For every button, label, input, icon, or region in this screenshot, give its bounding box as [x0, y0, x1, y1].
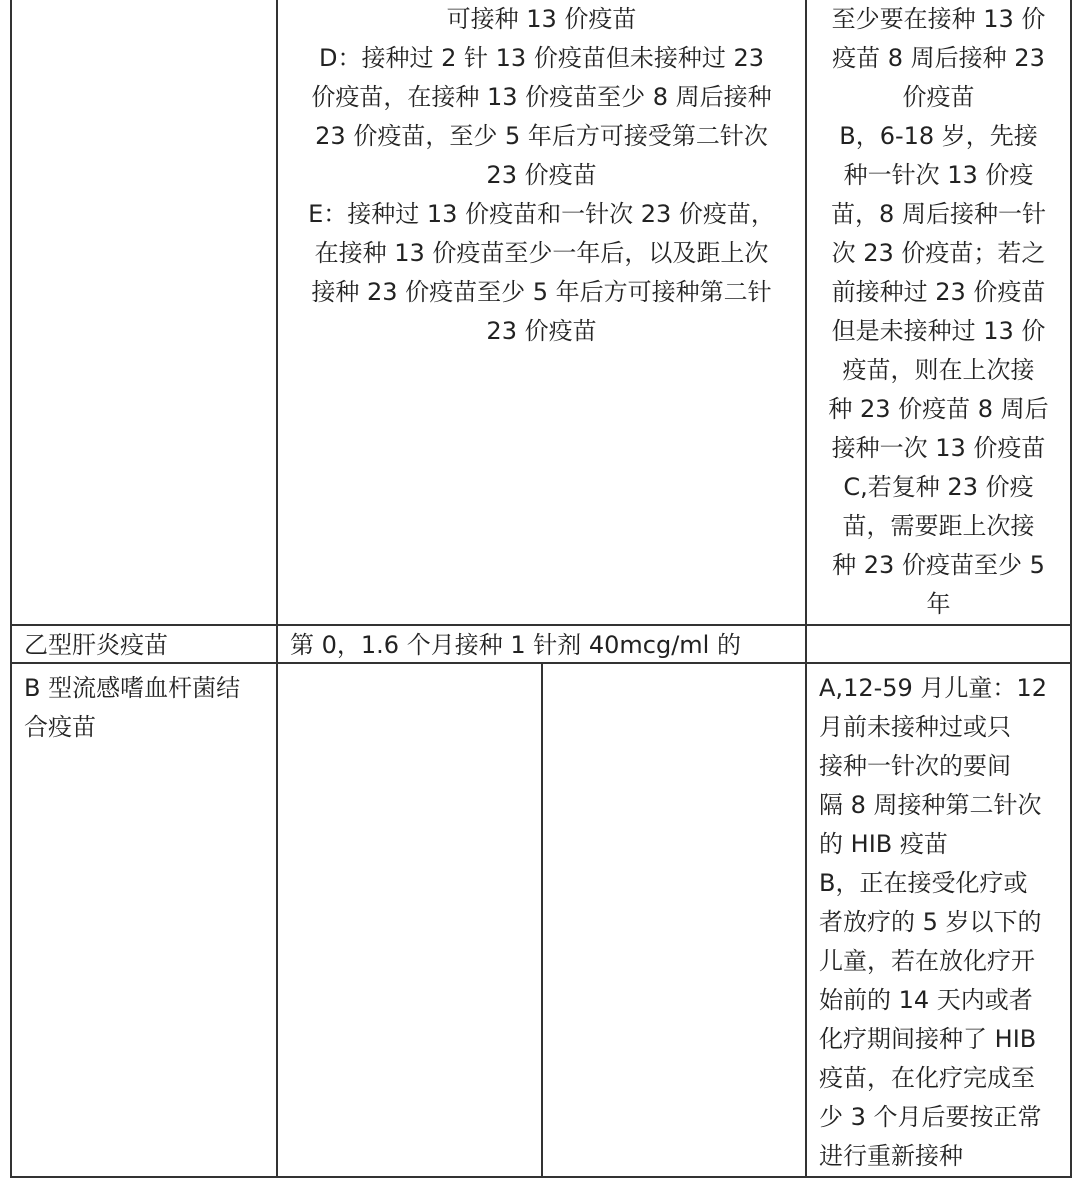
remark-line: 种 23 价疫苗 8 周后: [828, 395, 1049, 423]
schedule-line: E：接种过 13 价疫苗和一针次 23 价疫苗，: [308, 200, 775, 228]
remark-line: 疫苗 8 周后接种 23: [832, 44, 1045, 72]
remark-line: 进行重新接种: [819, 1142, 964, 1170]
remark-line: 至少要在接种 13 价: [831, 5, 1046, 33]
schedule-line: 23 价疫苗: [486, 317, 597, 345]
remark-line: C,若复种 23 价疫: [843, 473, 1034, 501]
empty-cell: [277, 663, 542, 1177]
remark-line: 接种一次 13 价疫苗: [831, 434, 1046, 462]
remark-line: 苗，需要距上次接: [842, 512, 1035, 540]
table-row-hepatitis-b: [11, 625, 1071, 663]
remark-line: A,12-59 月儿童：12: [819, 674, 1047, 702]
vaccine-name-cell: [11, 663, 277, 1177]
schedule-line: 23 价疫苗，至少 5 年后方可接受第二针次: [315, 122, 768, 150]
remark-line: 隔 8 周接种第二针次: [819, 791, 1042, 819]
schedule-line: 在接种 13 价疫苗至少一年后，以及距上次: [314, 239, 769, 267]
remark-line: 苗，8 周后接种一针: [831, 200, 1046, 228]
remark-line: 者放疗的 5 岁以下的: [819, 908, 1042, 936]
remark-line: 种一针次 13 价疫: [843, 161, 1034, 189]
remark-line: 疫苗，在化疗完成至: [819, 1064, 1036, 1092]
schedule-cell: [277, 0, 806, 625]
remark-line: 少 3 个月后要按正常: [819, 1103, 1042, 1131]
remark-line: B，6-18 岁，先接: [839, 122, 1038, 150]
remark-line: 疫苗，则在上次接: [842, 356, 1035, 384]
remark-line: 的 HIB 疫苗: [819, 830, 948, 858]
remark-line: 始前的 14 天内或者: [819, 986, 1033, 1014]
vaccine-name-line: 合疫苗: [24, 713, 96, 741]
remark-cell: [806, 625, 1071, 663]
remark-line: 前接种过 23 价疫苗: [831, 278, 1046, 306]
remark-line: 儿童，若在放化疗开: [819, 947, 1036, 975]
empty-cell: [542, 663, 806, 1177]
schedule-line: 23 价疫苗: [486, 161, 597, 189]
schedule-line: 可接种 13 价疫苗: [446, 5, 637, 33]
vaccine-schedule-table: [10, 0, 1072, 1178]
remark-cell: [806, 0, 1071, 625]
remark-line: 化疗期间接种了 HIB: [819, 1025, 1037, 1053]
vaccine-name-cell: 乙型肝炎疫苗: [11, 625, 277, 663]
table-row-continued: [11, 0, 1071, 625]
table-row-hib: [11, 663, 1071, 1177]
schedule-line: 接种 23 价疫苗至少 5 年后方可接种第二针: [311, 278, 772, 306]
vaccine-name-cell: [11, 0, 277, 625]
vaccine-name-line: B 型流感嗜血杆菌结: [24, 674, 241, 702]
remark-line: 次 23 价疫苗；若之: [831, 239, 1046, 267]
remark-cell: [806, 663, 1071, 1177]
remark-line: 年: [926, 590, 951, 618]
remark-line: 月前未接种过或只: [819, 713, 1012, 741]
remark-line: 价疫苗: [902, 83, 975, 111]
remark-line: 接种一针次的要间: [819, 752, 1012, 780]
remark-line: 但是未接种过 13 价: [831, 317, 1046, 345]
schedule-line: D：接种过 2 针 13 价疫苗但未接种过 23: [319, 44, 764, 72]
remark-line: 种 23 价疫苗至少 5: [832, 551, 1045, 579]
schedule-line: 价疫苗，在接种 13 价疫苗至少 8 周后接种: [311, 83, 772, 111]
remark-line: B，正在接受化疗或: [819, 869, 1028, 897]
schedule-cell: 第 0，1.6 个月接种 1 针剂 40mcg/ml 的: [277, 625, 806, 663]
